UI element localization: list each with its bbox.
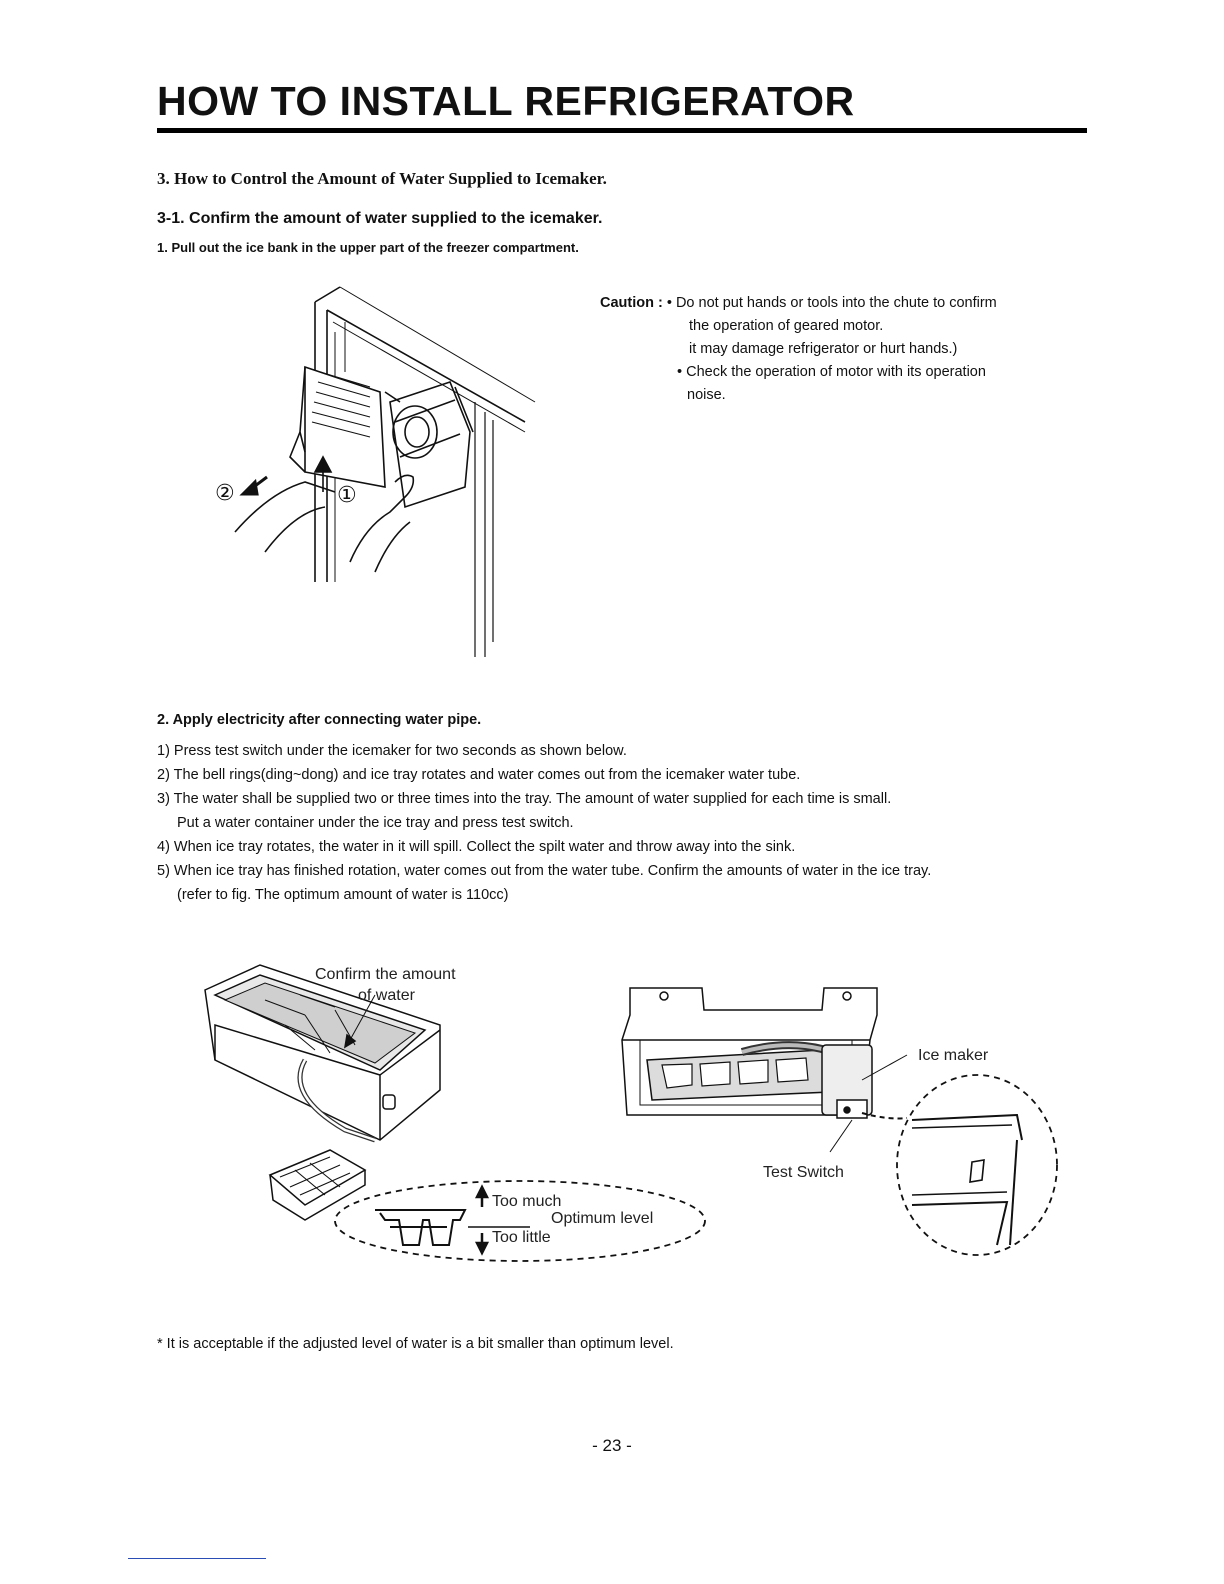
step-1-heading: 1. Pull out the ice bank in the upper part of the freezer compartment. bbox=[157, 240, 579, 255]
caution-label: Caution : bbox=[600, 295, 663, 311]
instruction-item: 5) When ice tray has finished rotation, water comes out from the water tube. Confirm the amounts of water in the ice tray. bbox=[157, 863, 932, 879]
instruction-item: 1) Press test switch under the icemaker for two seconds as shown below. bbox=[157, 743, 627, 759]
ice-tray-illustration bbox=[185, 955, 685, 1275]
step-2-heading: 2. Apply electricity after connecting water pipe. bbox=[157, 712, 482, 728]
confirm-label-line-2: of water bbox=[358, 987, 415, 1004]
title-rule bbox=[157, 128, 1087, 133]
marker-1: ① bbox=[337, 483, 357, 508]
instruction-item: 2) The bell rings(ding~dong) and ice tray rotates and water comes out from the icemaker water tube. bbox=[157, 767, 801, 783]
ice-bank-illustration bbox=[205, 282, 545, 657]
instruction-item: 3) The water shall be supplied two or three times into the tray. The amount of water supplied for each time is small. bbox=[157, 791, 892, 807]
caution-line-4: • Check the operation of motor with its operation bbox=[677, 364, 986, 380]
caution-block bbox=[600, 292, 997, 407]
caution-line-3: it may damage refrigerator or hurt hands.) bbox=[689, 341, 958, 357]
instruction-item: 4) When ice tray rotates, the water in it will spill. Collect the spilt water and throw away into the sink. bbox=[157, 839, 796, 855]
caution-line-2: the operation of geared motor. bbox=[689, 318, 884, 334]
instruction-item: (refer to fig. The optimum amount of water is 110cc) bbox=[177, 887, 509, 903]
caution-line-5: noise. bbox=[687, 387, 726, 403]
too-little-label: Too little bbox=[492, 1229, 551, 1246]
page-number: - 23 - bbox=[592, 1436, 632, 1455]
subsection-heading: 3-1. Confirm the amount of water supplied to the icemaker. bbox=[157, 210, 603, 227]
too-much-label: Too much bbox=[492, 1193, 562, 1210]
instruction-list bbox=[157, 739, 1117, 907]
section-heading: 3. How to Control the Amount of Water Supplied to Icemaker. bbox=[157, 169, 607, 188]
bottom-divider bbox=[128, 1558, 266, 1559]
icemaker-test-switch-illustration bbox=[612, 980, 1072, 1255]
optimum-label: Optimum level bbox=[551, 1210, 654, 1227]
confirm-label-line-1: Confirm the amount bbox=[315, 966, 456, 983]
page-title: HOW TO INSTALL REFRIGERATOR bbox=[157, 78, 855, 124]
instruction-item: Put a water container under the ice tray and press test switch. bbox=[177, 815, 574, 831]
footnote: * It is acceptable if the adjusted level of water is a bit smaller than optimum level. bbox=[157, 1336, 674, 1352]
marker-2: ② bbox=[215, 481, 235, 506]
caution-line-1: • Do not put hands or tools into the chute to confirm bbox=[666, 295, 997, 311]
test-switch-label: Test Switch bbox=[763, 1164, 844, 1181]
ice-maker-label: Ice maker bbox=[918, 1047, 989, 1064]
